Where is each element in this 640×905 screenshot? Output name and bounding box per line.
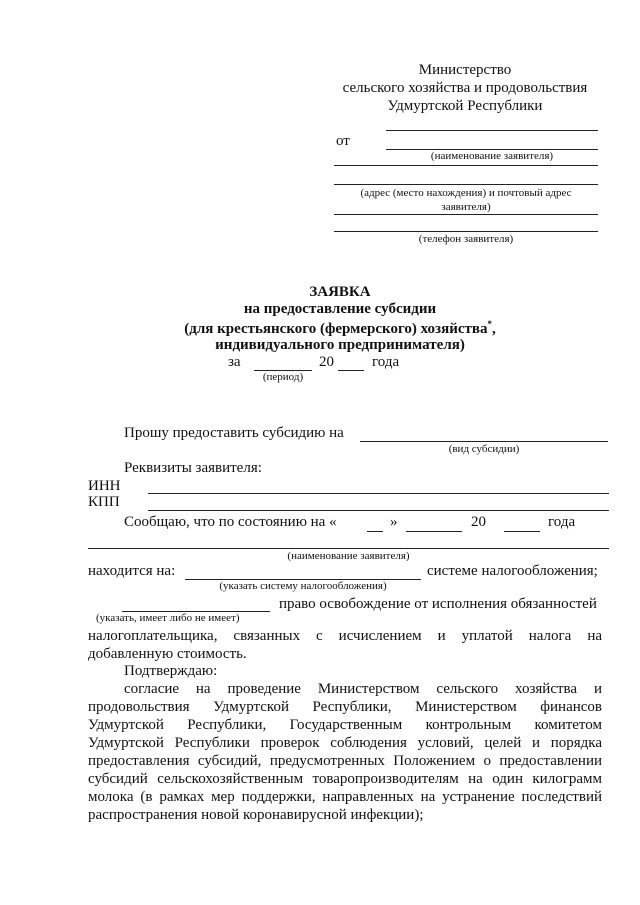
subsidy-type-caption: (вид субсидии) [448, 443, 520, 455]
period-year-line [338, 370, 364, 371]
addressee-line-3: Удмуртской Республики [387, 98, 543, 114]
caption-phone: (телефон заявителя) [418, 233, 514, 245]
request-text: Прошу предоставить субсидию на [124, 425, 344, 441]
requisites-label: Реквизиты заявителя: [124, 460, 262, 476]
doc-title-line-3-end: , [491, 321, 496, 337]
phone-line [334, 231, 598, 232]
period-year-suffix: года [372, 354, 400, 370]
consent-line-3: Удмуртской Республики, Государственным контрольным комитетом [88, 717, 602, 733]
period-prefix: за [228, 354, 241, 370]
from-label: от [336, 133, 350, 149]
caption-address-2: заявителя) [441, 201, 491, 213]
kpp-label: КПП [88, 494, 120, 510]
tax-system-caption: (указать систему налогообложения) [219, 580, 387, 592]
consent-line-4: Удмуртской Республики проверок соблюдения условий, целей и порядка [88, 735, 602, 751]
exemption-caption: (указать, имеет либо не имеет) [96, 612, 240, 624]
caption-applicant-name: (наименование заявителя) [430, 150, 554, 162]
doc-title-line-4: индивидуального предпринимателя) [215, 337, 465, 353]
caption-address-1: (адрес (место нахождения) и почтовый адрес [360, 187, 572, 199]
kpp-line [148, 510, 609, 511]
state-year-prefix: 20 [471, 514, 486, 530]
exemption-text: право освобождение от исполнения обязанностей [279, 596, 597, 612]
addressee-line-1: Министерство [418, 62, 512, 78]
applicant-name-line [88, 548, 609, 549]
consent-line-6: субсидий сельскохозяйственным товаропроизводителям на один килограмм [88, 771, 602, 787]
inn-label: ИНН [88, 478, 121, 494]
subsidy-type-line [360, 441, 608, 442]
footnote-mark: * [487, 319, 492, 329]
consent-line-2: продовольствия Удмуртской Республики, Министерством финансов [88, 699, 602, 715]
doc-title-line-3-text: (для крестьянского (фермерского) хозяйства [184, 321, 488, 337]
period-caption: (период) [262, 371, 304, 383]
applicant-name-caption: (наименование заявителя) [287, 550, 410, 562]
consent-line-8: распространения новой коронавирусной инфекции); [88, 807, 424, 823]
period-year-prefix: 20 [319, 354, 334, 370]
confirm-label: Подтверждаю: [124, 663, 218, 679]
vat-line-1: налогоплательщика, связанных с исчислением и уплатой налога на [88, 628, 602, 644]
address-line-1 [334, 184, 598, 185]
doc-title: ЗАЯВКА [309, 284, 371, 300]
state-day-line [367, 531, 383, 532]
inn-line [148, 493, 609, 494]
tax-system-text: системе налогообложения; [427, 563, 598, 579]
addressee-line-2: сельского хозяйства и продовольствия [342, 80, 588, 96]
state-text: Сообщаю, что по состоянию на « [124, 514, 337, 530]
applicant-name-line-3 [334, 165, 598, 166]
vat-line-2: добавленную стоимость. [88, 646, 247, 662]
doc-title-line-2: на предоставление субсидии [243, 301, 437, 317]
consent-line-1: согласие на проведение Министерством сельского хозяйства и [124, 681, 602, 697]
consent-line-7: молока (в рамках мер поддержки, направленных на устранение последствий [88, 789, 602, 805]
located-label: находится на: [88, 563, 176, 579]
state-quote-close: » [390, 514, 398, 530]
consent-line-5: предоставления субсидий, предусмотренных Положением о предоставлении [88, 753, 602, 769]
state-year-line [504, 531, 540, 532]
state-year-suffix: года [548, 514, 576, 530]
state-month-line [406, 531, 462, 532]
address-line-2 [334, 214, 598, 215]
doc-title-line-3 [160, 319, 520, 338]
applicant-name-line-1 [386, 130, 598, 131]
